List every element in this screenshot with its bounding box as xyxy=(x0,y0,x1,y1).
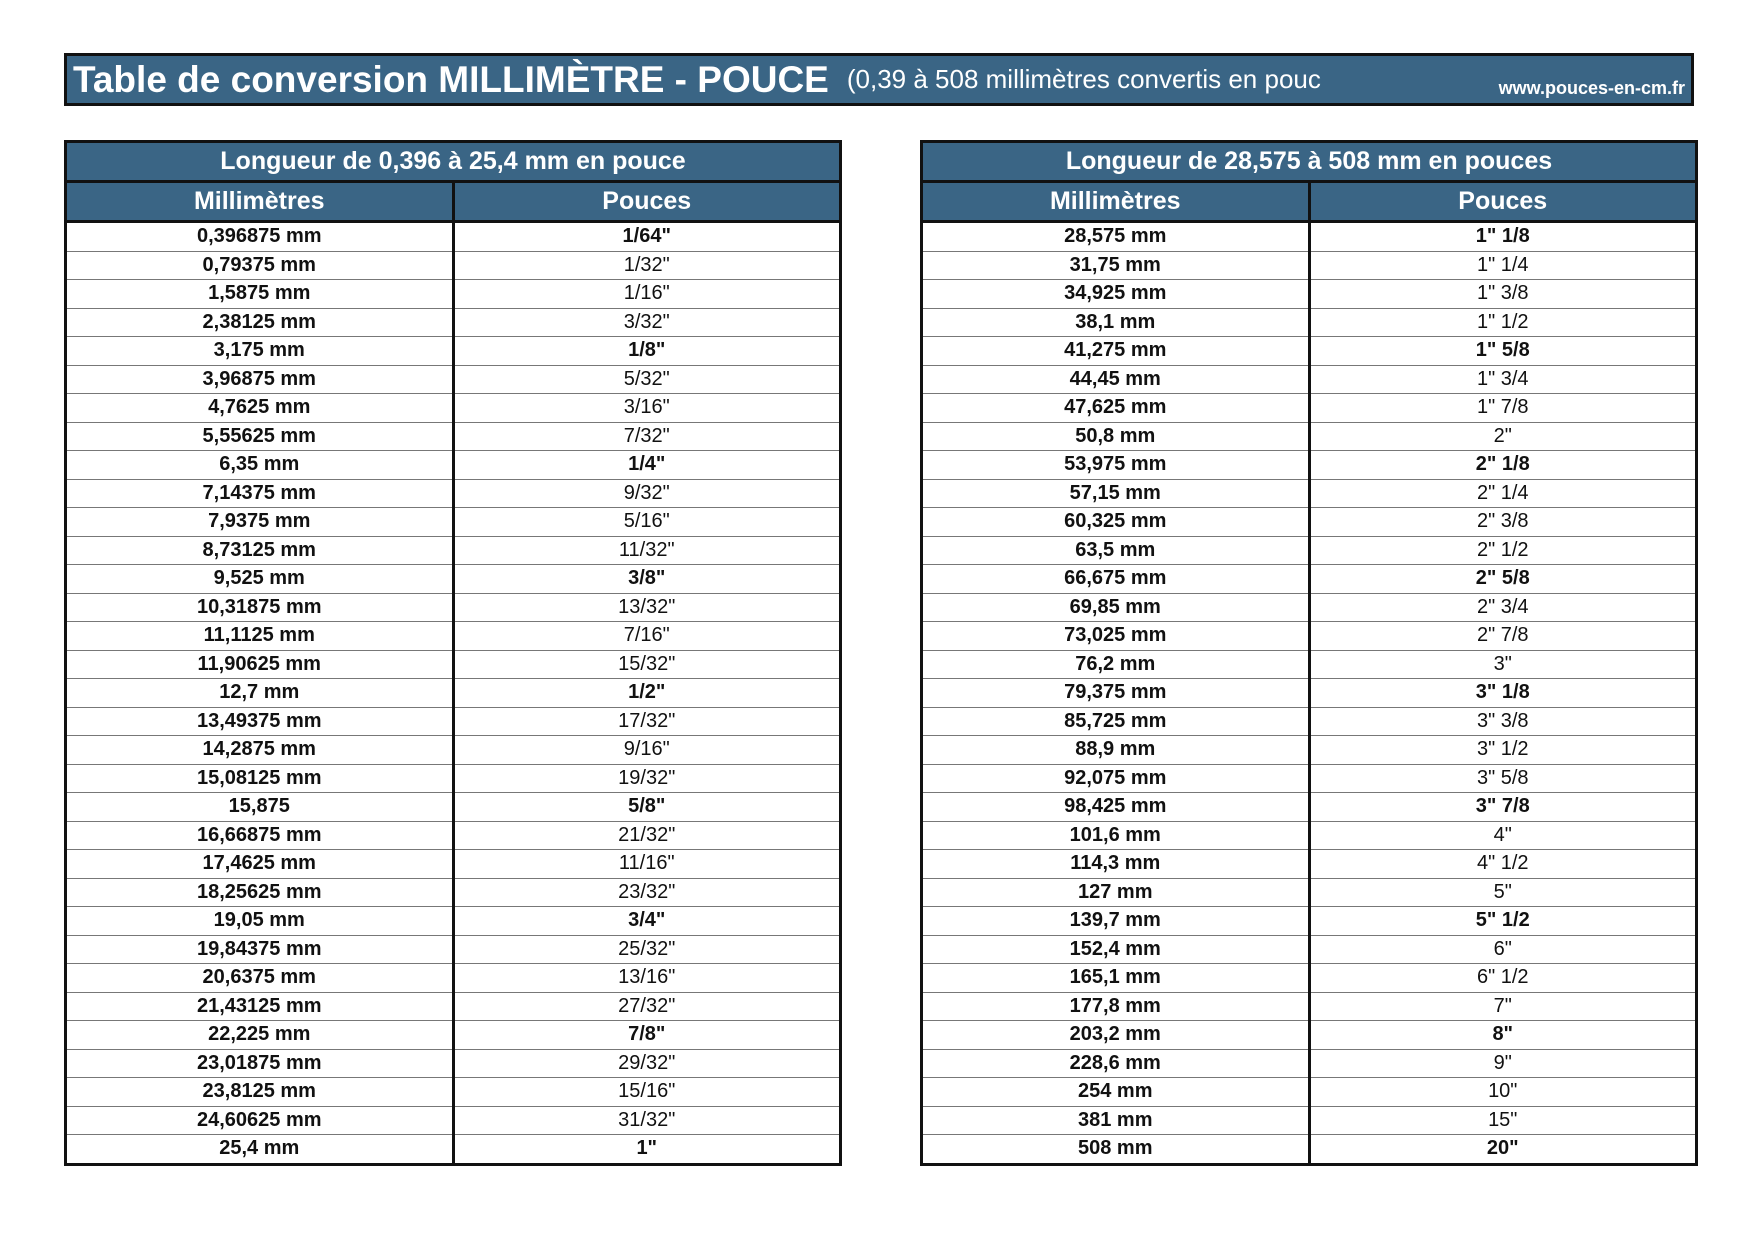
inch-cell: 2" 1/4 xyxy=(1309,479,1697,508)
millimetre-cell: 2,38125 mm xyxy=(66,308,454,337)
inch-cell: 9/16" xyxy=(453,736,841,765)
millimetre-cell: 228,6 mm xyxy=(922,1049,1310,1078)
inch-cell: 1/64" xyxy=(453,222,841,252)
conversion-table-left xyxy=(64,140,842,1166)
table-row xyxy=(922,964,1697,993)
table-row xyxy=(922,565,1697,594)
millimetre-cell: 19,84375 mm xyxy=(66,935,454,964)
inch-cell: 2" 5/8 xyxy=(1309,565,1697,594)
table-row xyxy=(66,222,841,252)
table-row xyxy=(66,622,841,651)
millimetre-cell: 15,08125 mm xyxy=(66,764,454,793)
millimetre-cell: 79,375 mm xyxy=(922,679,1310,708)
millimetre-cell: 8,73125 mm xyxy=(66,536,454,565)
inch-cell: 3/16" xyxy=(453,394,841,423)
millimetre-cell: 17,4625 mm xyxy=(66,850,454,879)
millimetre-cell: 4,7625 mm xyxy=(66,394,454,423)
inch-cell: 1" 1/8 xyxy=(1309,222,1697,252)
table-row xyxy=(66,308,841,337)
millimetre-cell: 152,4 mm xyxy=(922,935,1310,964)
millimetre-cell: 88,9 mm xyxy=(922,736,1310,765)
millimetre-cell: 11,1125 mm xyxy=(66,622,454,651)
millimetre-cell: 31,75 mm xyxy=(922,251,1310,280)
millimetre-cell: 25,4 mm xyxy=(66,1135,454,1165)
table-row xyxy=(66,422,841,451)
millimetre-cell: 73,025 mm xyxy=(922,622,1310,651)
inch-cell: 20" xyxy=(1309,1135,1697,1165)
inch-cell: 6" 1/2 xyxy=(1309,964,1697,993)
inch-cell: 5/8" xyxy=(453,793,841,822)
inch-cell: 3" 1/2 xyxy=(1309,736,1697,765)
inch-cell: 15/16" xyxy=(453,1078,841,1107)
table-row xyxy=(922,679,1697,708)
millimetre-cell: 14,2875 mm xyxy=(66,736,454,765)
inch-cell: 15/32" xyxy=(453,650,841,679)
inch-cell: 2" 7/8 xyxy=(1309,622,1697,651)
inch-cell: 5" xyxy=(1309,878,1697,907)
table-row xyxy=(922,935,1697,964)
millimetre-cell: 38,1 mm xyxy=(922,308,1310,337)
inch-cell: 9" xyxy=(1309,1049,1697,1078)
table-row xyxy=(922,280,1697,309)
table-row xyxy=(66,251,841,280)
inch-cell: 1/2" xyxy=(453,679,841,708)
inch-cell: 5" 1/2 xyxy=(1309,907,1697,936)
inch-cell: 2" 1/2 xyxy=(1309,536,1697,565)
millimetre-cell: 92,075 mm xyxy=(922,764,1310,793)
millimetre-cell: 18,25625 mm xyxy=(66,878,454,907)
millimetre-cell: 6,35 mm xyxy=(66,451,454,480)
inch-cell: 19/32" xyxy=(453,764,841,793)
millimetre-cell: 66,675 mm xyxy=(922,565,1310,594)
millimetre-cell: 177,8 mm xyxy=(922,992,1310,1021)
inch-cell: 23/32" xyxy=(453,878,841,907)
column-header-millimetres: Millimètres xyxy=(922,182,1310,222)
table-row xyxy=(66,850,841,879)
inch-cell: 3" 3/8 xyxy=(1309,707,1697,736)
table-row xyxy=(66,992,841,1021)
table-row xyxy=(66,821,841,850)
table-row xyxy=(922,850,1697,879)
table-row xyxy=(922,308,1697,337)
millimetre-cell: 28,575 mm xyxy=(922,222,1310,252)
table-row xyxy=(922,508,1697,537)
millimetre-cell: 24,60625 mm xyxy=(66,1106,454,1135)
table-row xyxy=(66,679,841,708)
millimetre-cell: 381 mm xyxy=(922,1106,1310,1135)
millimetre-cell: 34,925 mm xyxy=(922,280,1310,309)
inch-cell: 1" xyxy=(453,1135,841,1165)
inch-cell: 27/32" xyxy=(453,992,841,1021)
inch-cell: 4" xyxy=(1309,821,1697,850)
millimetre-cell: 114,3 mm xyxy=(922,850,1310,879)
table-row xyxy=(66,878,841,907)
millimetre-cell: 13,49375 mm xyxy=(66,707,454,736)
table-row xyxy=(922,992,1697,1021)
table-row xyxy=(66,935,841,964)
inch-cell: 3/4" xyxy=(453,907,841,936)
millimetre-cell: 7,9375 mm xyxy=(66,508,454,537)
table-row xyxy=(66,451,841,480)
inch-cell: 3" 1/8 xyxy=(1309,679,1697,708)
inch-cell: 13/16" xyxy=(453,964,841,993)
table-row xyxy=(922,479,1697,508)
inch-cell: 7/16" xyxy=(453,622,841,651)
table-row xyxy=(66,1021,841,1050)
table-row xyxy=(922,622,1697,651)
millimetre-cell: 254 mm xyxy=(922,1078,1310,1107)
inch-cell: 31/32" xyxy=(453,1106,841,1135)
table-row xyxy=(66,764,841,793)
inch-cell: 6" xyxy=(1309,935,1697,964)
millimetre-cell: 101,6 mm xyxy=(922,821,1310,850)
table-row xyxy=(922,1106,1697,1135)
inch-cell: 3/32" xyxy=(453,308,841,337)
inch-cell: 17/32" xyxy=(453,707,841,736)
inch-cell: 7/32" xyxy=(453,422,841,451)
table-row xyxy=(922,878,1697,907)
inch-cell: 25/32" xyxy=(453,935,841,964)
table-row xyxy=(66,565,841,594)
millimetre-cell: 23,8125 mm xyxy=(66,1078,454,1107)
millimetre-cell: 60,325 mm xyxy=(922,508,1310,537)
table-row xyxy=(922,764,1697,793)
millimetre-cell: 15,875 xyxy=(66,793,454,822)
table-row xyxy=(66,1135,841,1165)
inch-cell: 11/32" xyxy=(453,536,841,565)
inch-cell: 5/32" xyxy=(453,365,841,394)
millimetre-cell: 10,31875 mm xyxy=(66,593,454,622)
table-row xyxy=(66,394,841,423)
table-row xyxy=(922,1078,1697,1107)
millimetre-cell: 12,7 mm xyxy=(66,679,454,708)
millimetre-cell: 41,275 mm xyxy=(922,337,1310,366)
table-row xyxy=(922,451,1697,480)
inch-cell: 3" xyxy=(1309,650,1697,679)
table-row xyxy=(922,707,1697,736)
inch-cell: 8" xyxy=(1309,1021,1697,1050)
millimetre-cell: 57,15 mm xyxy=(922,479,1310,508)
millimetre-cell: 9,525 mm xyxy=(66,565,454,594)
table-body-right xyxy=(922,222,1697,1165)
millimetre-cell: 85,725 mm xyxy=(922,707,1310,736)
inch-cell: 1/8" xyxy=(453,337,841,366)
inch-cell: 3/8" xyxy=(453,565,841,594)
millimetre-cell: 0,79375 mm xyxy=(66,251,454,280)
inch-cell: 2" 3/8 xyxy=(1309,508,1697,537)
inch-cell: 1" 1/2 xyxy=(1309,308,1697,337)
table-row xyxy=(922,1135,1697,1165)
table-row xyxy=(66,280,841,309)
inch-cell: 9/32" xyxy=(453,479,841,508)
table-row xyxy=(66,907,841,936)
table-caption-left: Longueur de 0,396 à 25,4 mm en pouce xyxy=(66,142,841,182)
table-row xyxy=(922,1021,1697,1050)
millimetre-cell: 1,5875 mm xyxy=(66,280,454,309)
millimetre-cell: 63,5 mm xyxy=(922,536,1310,565)
millimetre-cell: 0,396875 mm xyxy=(66,222,454,252)
inch-cell: 10" xyxy=(1309,1078,1697,1107)
table-row xyxy=(922,736,1697,765)
millimetre-cell: 21,43125 mm xyxy=(66,992,454,1021)
millimetre-cell: 22,225 mm xyxy=(66,1021,454,1050)
table-row xyxy=(66,479,841,508)
inch-cell: 2" 3/4 xyxy=(1309,593,1697,622)
inch-cell: 4" 1/2 xyxy=(1309,850,1697,879)
millimetre-cell: 53,975 mm xyxy=(922,451,1310,480)
table-row xyxy=(922,907,1697,936)
millimetre-cell: 98,425 mm xyxy=(922,793,1310,822)
inch-cell: 5/16" xyxy=(453,508,841,537)
table-row xyxy=(922,650,1697,679)
table-row xyxy=(922,536,1697,565)
inch-cell: 1" 1/4 xyxy=(1309,251,1697,280)
inch-cell: 1/16" xyxy=(453,280,841,309)
title-banner xyxy=(64,53,1694,106)
table-row xyxy=(922,222,1697,252)
table-row xyxy=(66,1106,841,1135)
inch-cell: 1" 7/8 xyxy=(1309,394,1697,423)
table-row xyxy=(922,793,1697,822)
inch-cell: 13/32" xyxy=(453,593,841,622)
inch-cell: 2" xyxy=(1309,422,1697,451)
page-title: Table de conversion MILLIMÈTRE - POUCE xyxy=(73,58,829,100)
table-row xyxy=(66,736,841,765)
table-row xyxy=(66,536,841,565)
inch-cell: 1" 3/8 xyxy=(1309,280,1697,309)
page-subtitle: (0,39 à 508 millimètres convertis en pouc xyxy=(846,64,1321,94)
column-header-millimetres: Millimètres xyxy=(66,182,454,222)
table-row xyxy=(66,964,841,993)
millimetre-cell: 16,66875 mm xyxy=(66,821,454,850)
table-row xyxy=(66,508,841,537)
inch-cell: 29/32" xyxy=(453,1049,841,1078)
inch-cell: 3" 7/8 xyxy=(1309,793,1697,822)
millimetre-cell: 47,625 mm xyxy=(922,394,1310,423)
millimetre-cell: 19,05 mm xyxy=(66,907,454,936)
table-row xyxy=(922,422,1697,451)
inch-cell: 1" 5/8 xyxy=(1309,337,1697,366)
inch-cell: 7/8" xyxy=(453,1021,841,1050)
table-row xyxy=(66,650,841,679)
site-url: www.pouces-en-cm.fr xyxy=(1498,78,1685,98)
inch-cell: 1" 3/4 xyxy=(1309,365,1697,394)
millimetre-cell: 203,2 mm xyxy=(922,1021,1310,1050)
millimetre-cell: 139,7 mm xyxy=(922,907,1310,936)
millimetre-cell: 7,14375 mm xyxy=(66,479,454,508)
table-row xyxy=(922,365,1697,394)
millimetre-cell: 508 mm xyxy=(922,1135,1310,1165)
inch-cell: 1/32" xyxy=(453,251,841,280)
table-row xyxy=(66,365,841,394)
millimetre-cell: 23,01875 mm xyxy=(66,1049,454,1078)
millimetre-cell: 5,55625 mm xyxy=(66,422,454,451)
inch-cell: 21/32" xyxy=(453,821,841,850)
table-caption-right: Longueur de 28,575 à 508 mm en pouces xyxy=(922,142,1697,182)
table-row xyxy=(922,1049,1697,1078)
millimetre-cell: 3,96875 mm xyxy=(66,365,454,394)
inch-cell: 15" xyxy=(1309,1106,1697,1135)
inch-cell: 2" 1/8 xyxy=(1309,451,1697,480)
table-row xyxy=(66,593,841,622)
table-row xyxy=(66,1078,841,1107)
column-header-pouces: Pouces xyxy=(453,182,841,222)
column-header-pouces: Pouces xyxy=(1309,182,1697,222)
inch-cell: 3" 5/8 xyxy=(1309,764,1697,793)
millimetre-cell: 165,1 mm xyxy=(922,964,1310,993)
table-row xyxy=(66,707,841,736)
table-row xyxy=(922,821,1697,850)
table-row xyxy=(922,251,1697,280)
table-row xyxy=(922,593,1697,622)
inch-cell: 11/16" xyxy=(453,850,841,879)
table-body-left xyxy=(66,222,841,1165)
millimetre-cell: 11,90625 mm xyxy=(66,650,454,679)
millimetre-cell: 44,45 mm xyxy=(922,365,1310,394)
conversion-table-right xyxy=(920,140,1698,1166)
table-row xyxy=(66,337,841,366)
table-row xyxy=(922,394,1697,423)
table-row xyxy=(922,337,1697,366)
millimetre-cell: 69,85 mm xyxy=(922,593,1310,622)
table-row xyxy=(66,1049,841,1078)
millimetre-cell: 3,175 mm xyxy=(66,337,454,366)
inch-cell: 7" xyxy=(1309,992,1697,1021)
inch-cell: 1/4" xyxy=(453,451,841,480)
millimetre-cell: 50,8 mm xyxy=(922,422,1310,451)
table-row xyxy=(66,793,841,822)
millimetre-cell: 76,2 mm xyxy=(922,650,1310,679)
millimetre-cell: 127 mm xyxy=(922,878,1310,907)
millimetre-cell: 20,6375 mm xyxy=(66,964,454,993)
